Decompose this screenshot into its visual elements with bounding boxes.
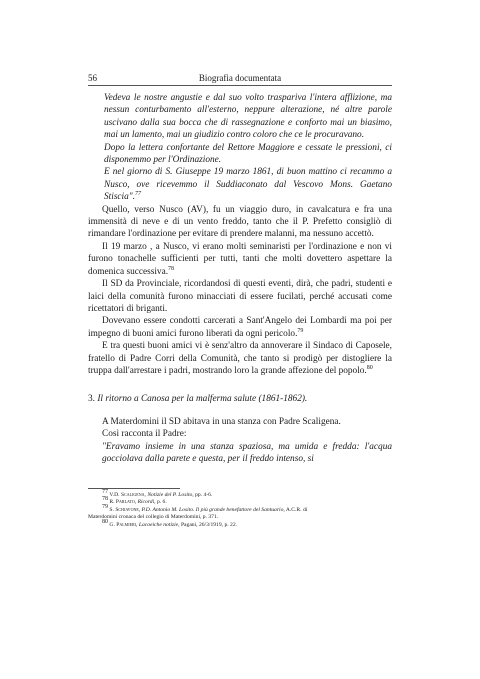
footnote-number: 77 (102, 489, 108, 496)
footnote-detail: A.C.R. di (285, 506, 308, 513)
footnote-detail: Pagani, 26/3/1919, p. 22. (180, 521, 238, 528)
footnote-number: 79 (102, 503, 108, 510)
header-rule (88, 85, 392, 86)
footnote (88, 503, 392, 514)
paragraph (88, 241, 392, 278)
footnote-author: G. Palmieri, (109, 521, 138, 528)
paragraph-text: E tra questi buoni amici vi è senz'altro da annoverare il Sindaco di Caposele, fratello di Padre Corri della Comunità, che tanto si prodigò per distogliere la truppa dall'arrestare i padri, mostrando loro la grande affezione del popolo. (88, 341, 392, 376)
footnote-work: Lacoeiche notizie, (138, 521, 180, 528)
footnote (88, 518, 392, 529)
quote-text: E nel giorno di S. Giuseppe 19 marzo 1861, di buon mattino ci recammo a Nusco, ove ricevemmo il Suddiaconato dal Vescovo Mons. Gaetano Stiscia". (104, 167, 392, 203)
footnote-author: S. Schiavone, (109, 506, 141, 513)
paragraph: Così racconta il Padre: (102, 429, 187, 440)
quote-paragraph: Dopo la lettera confortante del Rettore Maggiore e cessate le pressioni, ci disponemmo per l'Ordinazione. (104, 142, 392, 166)
footnote-number: 80 (102, 518, 108, 525)
footnote (88, 496, 392, 506)
footnote-work: Notizie del P. Losito, (147, 492, 194, 498)
quote-paragraph: "Eravamo insieme in una stanza spaziosa, ma umida e fredda: l'acqua gocciolava dalla parete e questa, per il freddo intenso, si (102, 441, 392, 464)
footnote-ref: 78 (168, 265, 175, 272)
running-title: Biografia documentata (198, 73, 282, 83)
paragraph (88, 340, 392, 377)
footnote-detail: pp. 4-6. (195, 492, 213, 498)
paragraph: A Materdomini il SD abitava in una stanza con Padre Scaligena. (102, 416, 341, 427)
footnote-continuation: Materdomini cronaca del collegio di Materdomini, p. 371. (88, 514, 219, 521)
footnote-ref: 80 (366, 364, 373, 371)
paragraph-text: Il 19 marzo , a Nusco, vi erano molti seminaristi per l'ordinazione e non vi furono tonachelle sufficienti per tutti, tanti che molti dovettero aspettare la domenica successiva. (88, 241, 392, 277)
footnote-author: R. Parlato, (109, 499, 137, 506)
footnote-number: 78 (102, 496, 108, 503)
footnote-work: Ricordi, (137, 499, 156, 506)
quote-paragraph: Vedeva le nostre angustie e dal suo volto trasparivа l'intera afflizione, ma nessun conturbamento all'esterno, neppure alterazione, né altre parole uscivano dalla sua bocca che di rassegnazione e conforto mai un biasimo, mai un lamento, mai un giudizio contro coloro che ce le procuravano. (104, 93, 392, 141)
footnotes (88, 489, 392, 529)
paragraph-text: Dovevano essere condotti carcerati a Sant'Angelo dei Lombardi ma poi per impegno di buoni amici furono liberati da ogni pericolo. (88, 316, 392, 339)
paragraph: Il SD da Provinciale, ricordandosi di questi eventi, dirà, che padri, studenti e laici della comunità furono minacciati di essere fucilati, perché accusati come ricettatori di briganti. (88, 279, 392, 314)
footnote-ref: 77 (135, 191, 142, 198)
section-title: Il ritorno a Canosa per la malferma salute (1861-1862). (97, 394, 308, 405)
footnote-detail: p. 6. (156, 499, 167, 506)
footnote-author: V.D. Scaligena, (109, 492, 146, 498)
paragraph (88, 315, 392, 340)
quote-paragraph (88, 166, 392, 203)
body-text (88, 92, 392, 465)
paragraph: Quello, verso Nusco (AV), fu un viaggio duro, in cavalcatura e fra una immensità di neve e di un vento freddo, tanto che il P. Prefetto consigliò di rimandare l'ordinazione per evitare di prendere malanni, ma nessuno accettò. (88, 204, 392, 240)
section-heading (88, 393, 392, 405)
spacer (88, 406, 392, 416)
section-number: 3. (88, 394, 95, 405)
page-number: 56 (88, 73, 97, 83)
footnote-work: P.D. Antonio M. Losito. Il più grande benefattore del Santuario, (141, 506, 285, 513)
footnote-ref: 79 (297, 327, 304, 334)
spacer (88, 377, 392, 393)
